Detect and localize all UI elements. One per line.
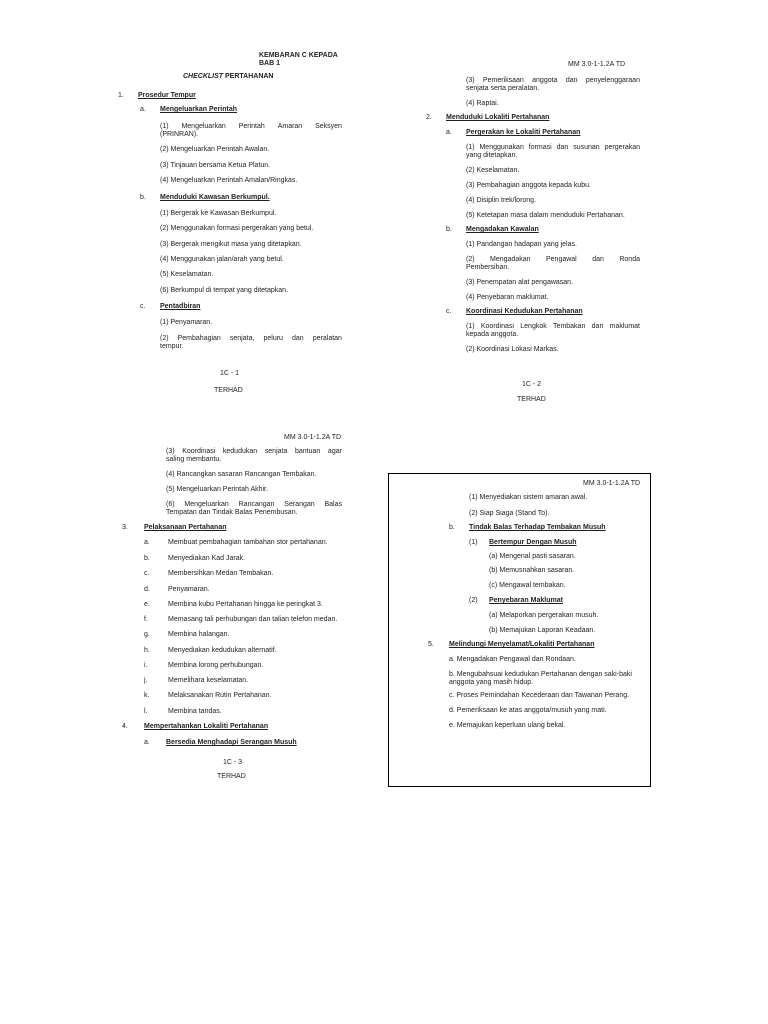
- list-item: (5) Mengeluarkan Perintah Akhir.: [166, 486, 268, 493]
- section-title: Melindungi Menyelamat/Lokaliti Pertahanan: [449, 641, 595, 648]
- list-item: (2) Koordinasi Lokasi Markas.: [466, 346, 559, 353]
- classification-label: TERHAD: [214, 387, 243, 394]
- section-number: 2.: [426, 114, 432, 121]
- list-item: (2) Menggunakan formasi pergerakan yang betul.: [160, 225, 314, 232]
- document-page-1: [100, 40, 380, 410]
- list-item-continuation: kepada anggota.: [466, 331, 519, 338]
- list-item-continuation: Tempatan dan Tindak Balas Penembusan.: [166, 509, 298, 516]
- list-item-justified: (6) Mengeluarkan Rancangan Serangan Balas: [166, 501, 342, 508]
- subsection-title: Mengadakan Kawalan: [466, 226, 539, 233]
- section-title: Pelaksanaan Pertahanan: [144, 524, 227, 531]
- classification-label: TERHAD: [517, 396, 546, 403]
- item-title: Penyebaran Maklumat: [489, 597, 563, 604]
- list-item: d. Pemeriksaan ke atas anggota/musuh yang mati.: [449, 707, 607, 714]
- section-number: 1.: [118, 92, 124, 99]
- list-item-continuation: senjata serta peralatan.: [466, 85, 540, 92]
- subsection-title: Koordinasi Kedudukan Pertahanan: [466, 308, 583, 315]
- item-number: (2): [469, 597, 478, 604]
- list-item: (1) Penyamaran.: [160, 319, 213, 326]
- sub-list-item: (c) Mengawal tembakan.: [489, 582, 566, 589]
- document-reference: MM 3.0-1-1.2A TD: [583, 480, 641, 487]
- list-item: (2) Mengeluarkan Perintah Awalan.: [160, 146, 270, 153]
- list-item-continuation: tempur.: [160, 343, 184, 350]
- list-item: (4) Rancangkan sasaran Rancangan Tembakan.: [166, 471, 317, 478]
- subsection-number: a.: [446, 129, 452, 136]
- subsection-number: b.: [449, 524, 455, 531]
- list-item-justified: (3) Pemeriksaan anggota dan penyelenggaraan: [466, 77, 640, 84]
- section-number: 4.: [122, 723, 128, 730]
- list-item-justified: (1) Koordinasi Lengkok Tembakan dan maklumat: [466, 323, 640, 330]
- list-item: f. Memasang tali perhubungan dan talian telefon medan.: [144, 616, 338, 623]
- subsection-title: Bersedia Menghadapi Serangan Musuh: [166, 739, 297, 746]
- document-page-2: [400, 40, 660, 410]
- subsection-title: Mengeluarkan Perintah: [160, 106, 238, 113]
- list-item: a. Membuat pembahagian tambahan stor pertahanan.: [144, 539, 328, 546]
- subsection-number: a.: [140, 106, 146, 113]
- annex-header: KEMBARAN C KEPADA: [259, 52, 338, 59]
- title-rest: PERTAHANAN: [223, 73, 274, 80]
- list-item: d. Penyamaran.: [144, 586, 210, 593]
- list-item: (6) Berkumpul di tempat yang ditetapkan.: [160, 287, 289, 294]
- subsection-number: b.: [140, 194, 146, 201]
- list-item: (3) Penempatan alat pengawasan.: [466, 279, 574, 286]
- list-item: (3) Tinjauan bersama Ketua Platun.: [160, 162, 271, 169]
- list-item: (1) Menyediakan sistem amaran awal.: [469, 494, 588, 501]
- document-reference: MM 3.0-1-1.2A TD: [568, 61, 626, 68]
- list-item: (3) Bergerak mengikut masa yang ditetapkan.: [160, 241, 302, 248]
- list-item: (4) Menggunakan jalan/arah yang betul.: [160, 256, 284, 263]
- list-item: g. Membina halangan.: [144, 631, 230, 638]
- list-item-continuation: Pembersihan.: [466, 264, 510, 271]
- list-item: (2) Keselamatan.: [466, 167, 520, 174]
- list-item: l. Membina tandas.: [144, 708, 222, 715]
- sub-list-item: (a) Melaporkan pergerakan musuh.: [489, 612, 599, 619]
- list-item: b. Menyediakan Kad Jarak.: [144, 555, 246, 562]
- list-item-justified: (1) Mengeluarkan Perintah Amaran Seksyen: [160, 123, 342, 130]
- list-item: e. Memajukan keperluan ulang bekal.: [449, 722, 566, 729]
- section-number: 3.: [122, 524, 128, 531]
- list-item-continuation: saling membantu.: [166, 456, 222, 463]
- list-item-justified: (3) Koordinasi kedudukan senjata bantuan agar: [166, 448, 342, 455]
- page-number: 1C - 3: [223, 759, 243, 766]
- section-title: Menduduki Lokaliti Pertahanan: [446, 114, 550, 121]
- sub-list-item: (b) Memusnahkan sasaran.: [489, 567, 575, 574]
- list-item-continuation: (PRINRAN).: [160, 131, 199, 138]
- list-item-continuation: yang ditetapkan.: [466, 152, 518, 159]
- document-reference: MM 3.0-1-1.2A TD: [284, 434, 342, 441]
- subsection-number: c.: [140, 303, 146, 310]
- section-title: Mempertahankan Lokaliti Pertahanan: [144, 723, 269, 730]
- subsection-number: c.: [446, 308, 452, 315]
- list-item: (2) Siap Siaga (Stand To).: [469, 510, 550, 517]
- list-item: (4) Raptai.: [466, 100, 499, 107]
- list-item: (4) Disiplin trek/lorong.: [466, 197, 537, 204]
- classification-label: TERHAD: [217, 773, 246, 780]
- chapter-header: BAB 1: [259, 60, 281, 67]
- list-item-continuation: anggota yang masih hidup.: [449, 679, 534, 686]
- document-title: [183, 73, 274, 82]
- subsection-number: a.: [144, 739, 150, 746]
- list-item: c. Proses Pemindahan Kecederaan dan Tawanan Perang.: [449, 692, 630, 699]
- list-item: (4) Mengeluarkan Perintah Amalan/Ringkas.: [160, 177, 298, 184]
- page-number: 1C - 2: [522, 381, 542, 388]
- subsection-title: Pergerakan ke Lokaliti Pertahanan: [466, 129, 581, 136]
- subsection-number: b.: [446, 226, 452, 233]
- subsection-title: Pentadbiran: [160, 303, 201, 310]
- section-title: Prosedur Tempur: [138, 92, 196, 99]
- sub-list-item: (b) Memajukan Laporan Keadaan.: [489, 627, 596, 634]
- list-item: j. Memelihara keselamatan.: [144, 677, 249, 684]
- item-number: (1): [469, 539, 478, 546]
- document-page-3: [100, 425, 380, 795]
- list-item: (5) Keselamatan.: [160, 271, 214, 278]
- list-item: (1) Pandangan hadapan yang jelas.: [466, 241, 577, 248]
- list-item: e. Membina kubu Pertahanan hingga ke peringkat 3.: [144, 601, 323, 608]
- subsection-title: Menduduki Kawasan Berkumpul.: [160, 194, 270, 201]
- list-item: i. Membina lorong perhubungan.: [144, 662, 264, 669]
- list-item: c. Membersihkan Medan Tembakan.: [144, 570, 274, 577]
- page-number: 1C - 1: [220, 370, 240, 377]
- list-item-justified: (2) Pembahagian senjata, peluru dan peralatan: [160, 335, 342, 342]
- subsection-title: Tindak Balas Terhadap Tembakan Musuh: [469, 524, 606, 531]
- list-item: (4) Penyebaran maklumat.: [466, 294, 549, 301]
- list-item: (1) Bergerak ke Kawasan Berkumpul.: [160, 210, 277, 217]
- section-number: 5.: [428, 641, 434, 648]
- document-page-4: [388, 473, 651, 787]
- list-item: h. Menyediakan kedudukan alternatif.: [144, 647, 277, 654]
- list-item: (3) Pembahagian anggota kepada kubu.: [466, 182, 591, 189]
- list-item: b. Mengubahsuai kedudukan Pertahanan dengan saki-baki: [449, 671, 632, 678]
- sub-list-item: (a) Mengenal pasti sasaran.: [489, 553, 576, 560]
- list-item-justified: (1) Menggunakan formasi dan susunan pergerakan: [466, 144, 640, 151]
- list-item-justified: (2) Mengadakan Pengawal dan Ronda: [466, 256, 640, 263]
- list-item: (5) Ketetapan masa dalam menduduki Pertahanan.: [466, 212, 625, 219]
- list-item: k. Melaksanakan Rutin Pertahanan.: [144, 692, 272, 699]
- title-italic: CHECKLIST: [183, 73, 224, 80]
- list-item: a. Mengadakan Pengawal dan Rondaan.: [449, 656, 576, 663]
- item-title: Bertempur Dengan Musuh: [489, 539, 577, 546]
